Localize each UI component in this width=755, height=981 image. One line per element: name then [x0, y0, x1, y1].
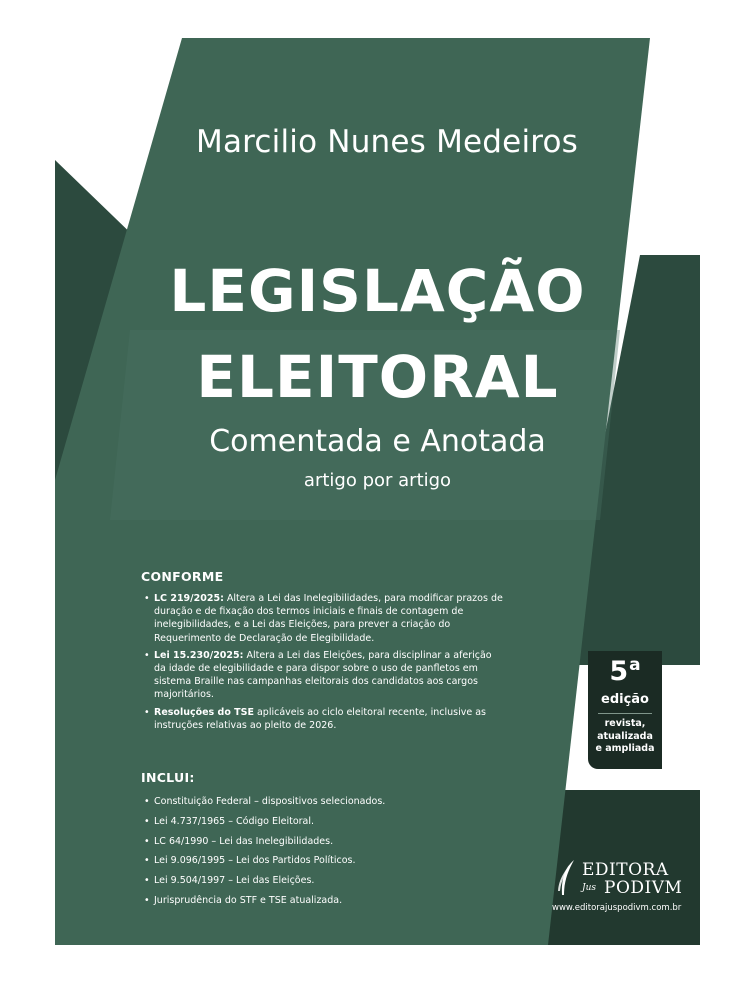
edition-divider	[598, 713, 652, 714]
book-subtitle: Comentada e Anotada	[209, 424, 546, 459]
list-item: • Constituição Federal – dispositivos selecionados.	[144, 795, 474, 808]
item-text: Altera a Lei das Inelegibilidades, para modificar prazos de duração e de fixação dos termos iniciais e finais de contagem de inelegibilidades, e a Lei das Eleições, para prever a criação do Requerimento de Declaração de Elegibilidade.	[154, 593, 503, 644]
inclui-heading: INCLUI:	[141, 770, 195, 785]
quill-feather-icon	[556, 859, 578, 897]
list-item: • Lei 4.737/1965 – Código Eleitoral.	[144, 815, 474, 828]
item-bold-label: LC 219/2025:	[154, 593, 224, 604]
publisher-name-line1: EDITORA	[582, 860, 669, 880]
conforme-heading: CONFORME	[141, 569, 224, 584]
edition-desc-line: revista,	[604, 718, 646, 729]
edition-ordinal: a	[629, 655, 641, 675]
edition-number	[588, 655, 662, 687]
edition-number-digit: 5	[609, 656, 629, 687]
publisher-prefix: Jus	[582, 883, 597, 893]
book-title-line1: LEGISLAÇÃO	[169, 257, 586, 325]
conforme-list	[144, 592, 504, 736]
list-item	[144, 592, 504, 645]
list-item: • Jurisprudência do STF e TSE atualizada.	[144, 894, 474, 907]
item-bold-label: Lei 15.230/2025:	[154, 649, 244, 661]
edition-label: edição	[601, 692, 649, 707]
author-name: Marcilio Nunes Medeiros	[196, 124, 579, 160]
item-text: Altera a Lei das Eleições, para disciplinar a aferição da idade de elegibilidade e para dispor sobre o uso de panfletos em sistema Braille nas campanhas eleitorais dos candidatos aos cargos majoritários.	[154, 649, 492, 701]
inclui-list	[144, 795, 474, 914]
book-subtitle-secondary: artigo por artigo	[303, 470, 452, 491]
edition-description	[588, 718, 662, 756]
item-text: aplicáveis ao ciclo eleitoral recente, inclusive as instruções relativas ao pleito de 2026.	[154, 706, 486, 731]
edition-badge	[588, 651, 662, 769]
item-bold-label: Resoluções do TSE	[154, 706, 254, 718]
publisher-name-line2: PODIVM	[604, 878, 683, 898]
list-item	[144, 649, 504, 702]
list-item: • Lei 9.504/1997 – Lei das Eleições.	[144, 874, 474, 887]
list-item: • LC 64/1990 – Lei das Inelegibilidades.	[144, 835, 474, 848]
book-title-line2: ELEITORAL	[196, 343, 559, 411]
list-item: • Lei 9.096/1995 – Lei dos Partidos Políticos.	[144, 854, 474, 867]
edition-desc-line: e ampliada	[595, 743, 655, 754]
publisher-website: www.editorajuspodivm.com.br	[552, 903, 682, 913]
publisher-logo	[552, 855, 702, 915]
edition-desc-line: atualizada	[597, 730, 653, 742]
list-item	[144, 706, 504, 732]
